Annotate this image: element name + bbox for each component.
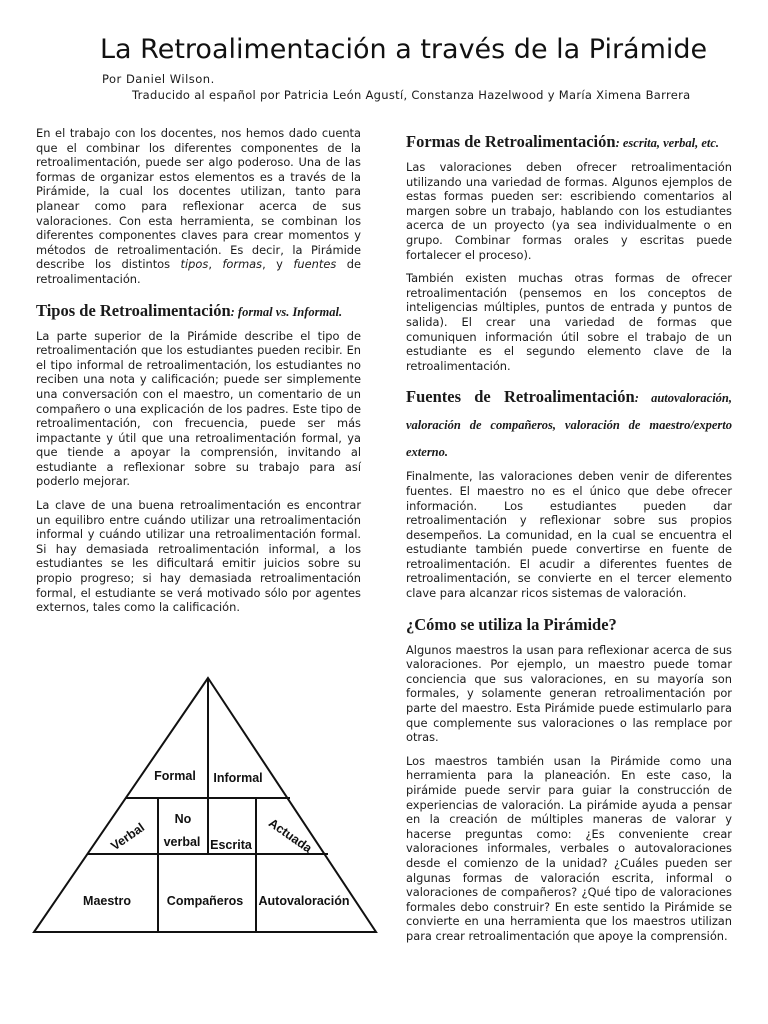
formas-paragraph-2: También existen muchas otras formas de ofrecer retroalimentación (pensemos en los conceptos de inteligencias múltiples, puntos de entrada y puntos de salida). El crear una variedad de formas que comuniquen información útil sobre el trabajo de un estudiante es el segundo elemento clave de la retroalimentación. (406, 271, 732, 373)
pyramid-label-no: No (174, 812, 192, 826)
tipos-heading: Tipos de Retroalimentación: formal vs. Informal. (36, 300, 343, 320)
como-paragraph-1: Algunos maestros la usan para reflexionar acerca de sus valoraciones. Por ejemplo, un maestro puede tomar conciencia que sus valoraciones, en su mayoría son formales, y solamente generan retroalimentación por parte del maestro. Esta Pirámide puede estimularlo para que complemente sus valoraciones o las remplace por otras. (406, 642, 732, 745)
pyramid-label-actuada: Actuada (266, 815, 315, 856)
intro-paragraph: En el trabajo con los docentes, nos hemos dado cuenta que el combinar los diferentes componentes de la retroalimentación, puede ser algo poderoso. Una de las formas de organizar estos elementos es a través de la Pirámide, la cual los docentes utilizan, tanto para planear como para reflexionar acerca de sus valoraciones. Con esta herramienta, se combinan los diferentes componentes claves para crear momentos y métodos de retroalimentación. Es decir, la Pirámide describe los distintos tipos, formas, y fuentes de retroalimentación. (36, 126, 361, 286)
fuentes-heading: Fuentes de Retroalimentación: autovaloración, valoración de compañeros, valoración de maestro/experto externo. (406, 387, 732, 460)
pyramid-label-informal: Informal (213, 771, 263, 785)
formas-heading: Formas de Retroalimentación: escrita, verbal, etc. (406, 132, 720, 151)
page-title: La Retroalimentación a través de la Pirámide (100, 34, 708, 65)
tipos-paragraph-1: La parte superior de la Pirámide describe el tipo de retroalimentación que los estudiantes pueden recibir. En el tipo informal de retroalimentación, los estudiantes no reciben una nota y calificación; puede ser simplemente una conversación con el maestro, un comentario de un compañero o una explicación de los padres. Este tipo de retroalimentación, con frecuencia, puede ser más impactante y útil que una retroalimentación formal, ya que tiende a apoyar la comprensión, invitando al estudiante a reflexionar sobre su trabajo para así poderlo mejorar. (36, 328, 361, 489)
author-byline: Por Daniel Wilson. (102, 72, 215, 86)
feedback-pyramid-diagram (30, 674, 380, 936)
tipos-paragraph-2: La clave de una buena retroalimentación es encontrar un equilibro entre cuándo utilizar una retroalimentación informal y cuándo utilizar una retroalimentación formal. Si hay demasiada retroalimentación informal, a los estudiantes se les dificultará emitir juicios sobre su propio progreso; si hay demasiada retroalimentación formal, el estudiante se verá motivado sólo por agentes externos, tales como la calificación. (36, 498, 361, 615)
pyramid-label-autovaloracion: Autovaloración (258, 894, 350, 908)
como-heading: ¿Cómo se utiliza la Pirámide? (406, 614, 617, 634)
formas-paragraph-1: Las valoraciones deben ofrecer retroalimentación utilizando una variedad de formas. Algunos ejemplos de estas formas pueden ser: escribiendo comentarios al margen sobre un trabajo, hablando con los estudiantes acerca de un proyecto (ya sea individualmente o en grupo. Combinar formas orales y escritas puede fortalecer el proceso). (406, 160, 732, 262)
translator-credit: Traducido al español por Patricia León Agustí, Constanza Hazelwood y María Ximena Barrera (132, 88, 691, 102)
pyramid-label-maestro: Maestro (83, 894, 131, 908)
left-column (36, 126, 361, 624)
pyramid-label-escrita: Escrita (210, 838, 252, 852)
pyramid-label-verbal: Verbal (108, 820, 148, 854)
pyramid-label-verbal-2: verbal (163, 835, 201, 849)
como-paragraph-2: Los maestros también usan la Pirámide como una herramienta para la planeación. En este caso, la pirámide puede servir para guiar la construcción de experiencias de valoración. La pirámide ayuda a pensar en la creación de múltiples maneras de valorar y hacerse preguntas como: ¿Es conveniente crear valoraciones informales, verbales o autovaloraciones desde el comienzo de la unidad? ¿Cuáles pueden ser algunas formas de valoración escrita, informal o valoraciones de compañeros? ¿Qué tipo de valoraciones formales debo construir? En este sentido la Pirámide se convierte en una herramienta que los maestros utilizan para crear retroalimentación que apoye la comprensión. (406, 753, 732, 943)
fuentes-paragraph: Finalmente, las valoraciones deben venir de diferentes fuentes. El maestro no es el único que debe ofrecer información. Los estudiantes pueden dar retroalimentación y reflexionar sobre sus propios desempeños. La comunidad, en la cual se encuentra el estudiante también puede convertirse en fuente de retroalimentación. El acudir a diferentes fuentes de retroalimentación, se convierte en el tercer elemento clave para alcanzar ricos sistemas de valoración. (406, 469, 732, 601)
right-column (406, 127, 732, 953)
pyramid-label-companeros: Compañeros (166, 894, 244, 908)
pyramid-label-formal: Formal (154, 769, 196, 783)
